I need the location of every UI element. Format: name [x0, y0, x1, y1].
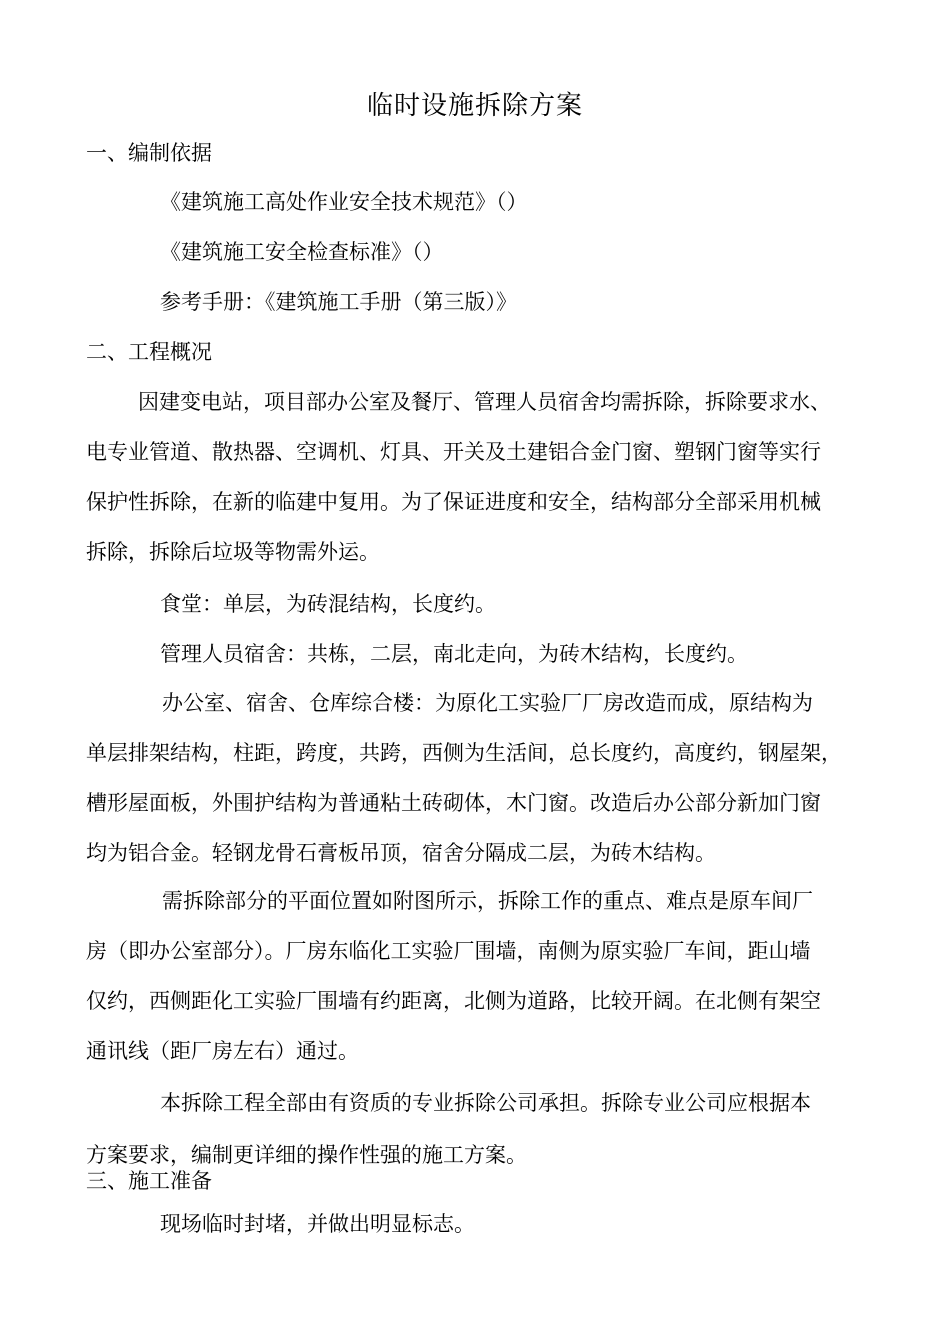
section-heading-basis: 一、编制依据 — [86, 141, 212, 165]
paragraph-line: 食堂：单层，为砖混结构，长度约。 — [160, 592, 496, 616]
paragraph-line: 均为铝合金。轻钢龙骨石膏板吊顶，宿舍分隔成二层，为砖木结构。 — [86, 841, 716, 865]
reference-line: 参考手册：《建筑施工手册（第三版）》 — [160, 290, 517, 314]
paragraph-line: 电专业管道、散热器、空调机、灯具、开关及土建铝合金门窗、塑钢门窗等实行 — [86, 440, 821, 464]
paragraph-line: 方案要求，编制更详细的操作性强的施工方案。 — [86, 1143, 527, 1167]
paragraph-line: 办公室、宿舍、仓库综合楼：为原化工实验厂厂房改造而成，原结构为 — [162, 691, 813, 715]
reference-line: 《建筑施工安全检查标准》（） — [160, 240, 444, 264]
paragraph-line: 保护性拆除，在新的临建中复用。为了保证进度和安全，结构部分全部采用机械 — [86, 490, 821, 514]
paragraph-line: 管理人员宿舍：共栋，二层，南北走向，为砖木结构，长度约。 — [160, 642, 748, 666]
paragraph-line: 因建变电站，项目部办公室及餐厅、管理人员宿舍均需拆除，拆除要求水、 — [138, 390, 831, 414]
paragraph-line: 拆除，拆除后垃圾等物需外运。 — [86, 540, 380, 564]
paragraph-line: 槽形屋面板，外围护结构为普通粘土砖砌体，木门窗。改造后办公部分新加门窗 — [86, 791, 821, 815]
section-heading-preparation: 三、施工准备 — [86, 1169, 212, 1193]
paragraph-line: 仅约，西侧距化工实验厂围墙有约距离，北侧为道路，比较开阔。在北侧有架空 — [86, 989, 821, 1013]
paragraph-line: 需拆除部分的平面位置如附图所示，拆除工作的重点、难点是原车间厂 — [162, 889, 813, 913]
paragraph-line: 现场临时封堵，并做出明显标志。 — [160, 1212, 475, 1236]
paragraph-line: 房（即办公室部分）。厂房东临化工实验厂围墙，南侧为原实验厂车间，距山墙 — [86, 939, 811, 963]
section-heading-overview: 二、工程概况 — [86, 340, 212, 364]
paragraph-line: 本拆除工程全部由有资质的专业拆除公司承担。拆除专业公司应根据本 — [160, 1091, 811, 1115]
document-title: 临时设施拆除方案 — [366, 91, 583, 121]
reference-line: 《建筑施工高处作业安全技术规范》（） — [160, 190, 528, 214]
paragraph-line: 单层排架结构，柱距，跨度，共跨，西侧为生活间，总长度约，高度约，钢屋架， — [86, 741, 842, 765]
paragraph-line: 通讯线（距厂房左右）通过。 — [86, 1039, 359, 1063]
